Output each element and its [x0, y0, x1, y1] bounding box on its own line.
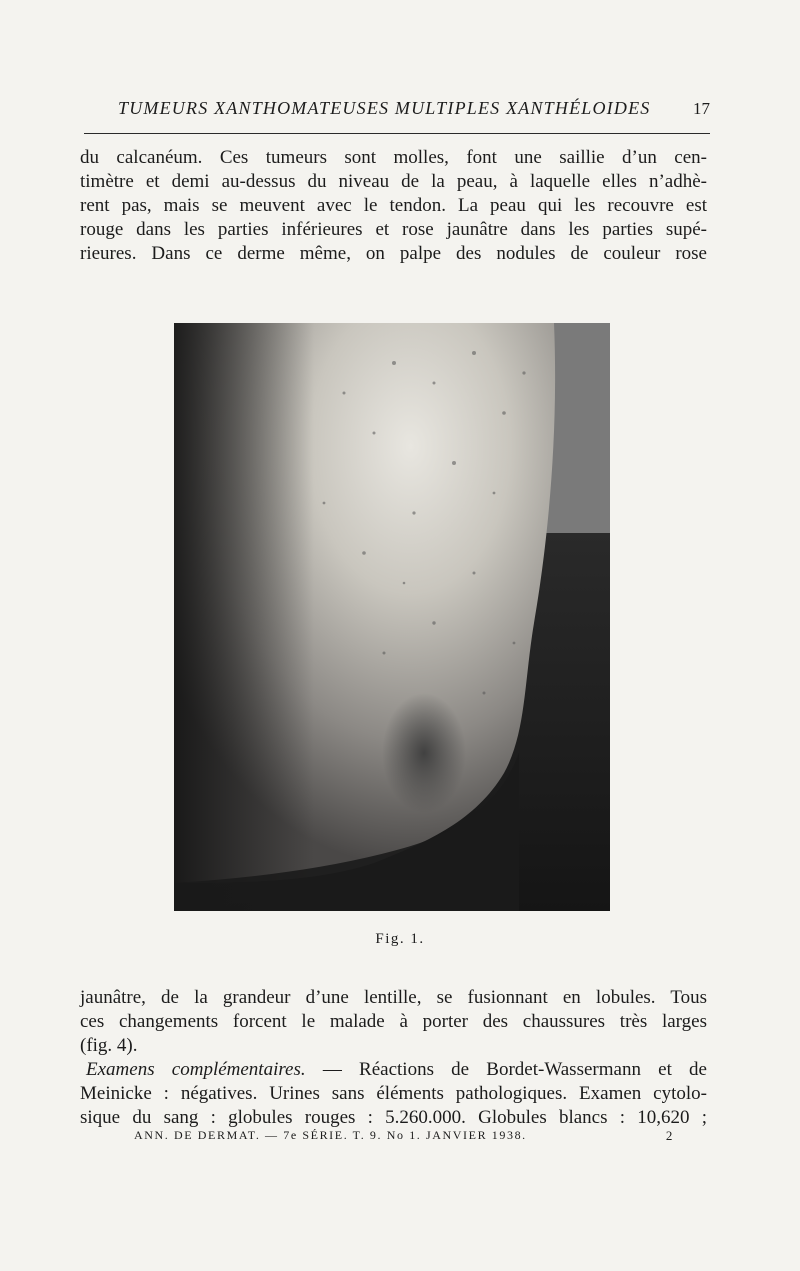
- text-line: Meinicke : négatives. Urines sans éléments pathologiques. Examen cytolo-: [80, 1083, 707, 1104]
- figure-photograph-heel: [174, 323, 610, 911]
- text-line: rouge dans les parties inférieures et rose jaunâtre dans les parties supé-: [80, 219, 707, 240]
- text-line: timètre et demi au-dessus du niveau de la peau, à laquelle elles n’adhè-: [80, 171, 707, 192]
- header-rule: [84, 133, 710, 134]
- figure-caption: Fig. 1.: [375, 931, 425, 947]
- section-title: Examens complémentaires.: [86, 1059, 306, 1080]
- signature-mark: 2: [665, 1128, 674, 1143]
- page-number: 17: [693, 99, 710, 118]
- journal-citation: ANN. DE DERMAT. — 7e SÉRIE. T. 9. No 1. JANVIER 1938.: [134, 1128, 527, 1142]
- body-paragraph-top: [80, 146, 707, 266]
- photo-illustration: [174, 323, 610, 911]
- running-header: [118, 98, 710, 119]
- section-text: — Réactions de Bordet-Wassermann et de: [305, 1059, 707, 1080]
- text-line: rieures. Dans ce derme même, on palpe des nodules de couleur rose: [80, 243, 707, 264]
- running-title: TUMEURS XANTHOMATEUSES MULTIPLES XANTHÉLOIDES: [118, 98, 651, 118]
- section-heading-line: [80, 1058, 707, 1082]
- page-footer: [134, 1128, 674, 1144]
- text-line: sique du sang : globules rouges : 5.260.000. Globules blancs : 10,620 ;: [80, 1107, 707, 1128]
- body-paragraph-bottom: [80, 986, 707, 1130]
- text-line: rent pas, mais se meuvent avec le tendon. La peau qui les recouvre est: [80, 195, 707, 216]
- text-line: ces changements forcent le malade à porter des chaussures très larges: [80, 1011, 707, 1032]
- text-line: du calcanéum. Ces tumeurs sont molles, font une saillie d’un cen-: [80, 147, 707, 168]
- text-line: jaunâtre, de la grandeur d’une lentille, se fusionnant en lobules. Tous: [80, 987, 707, 1008]
- text-line: (fig. 4).: [80, 1035, 138, 1056]
